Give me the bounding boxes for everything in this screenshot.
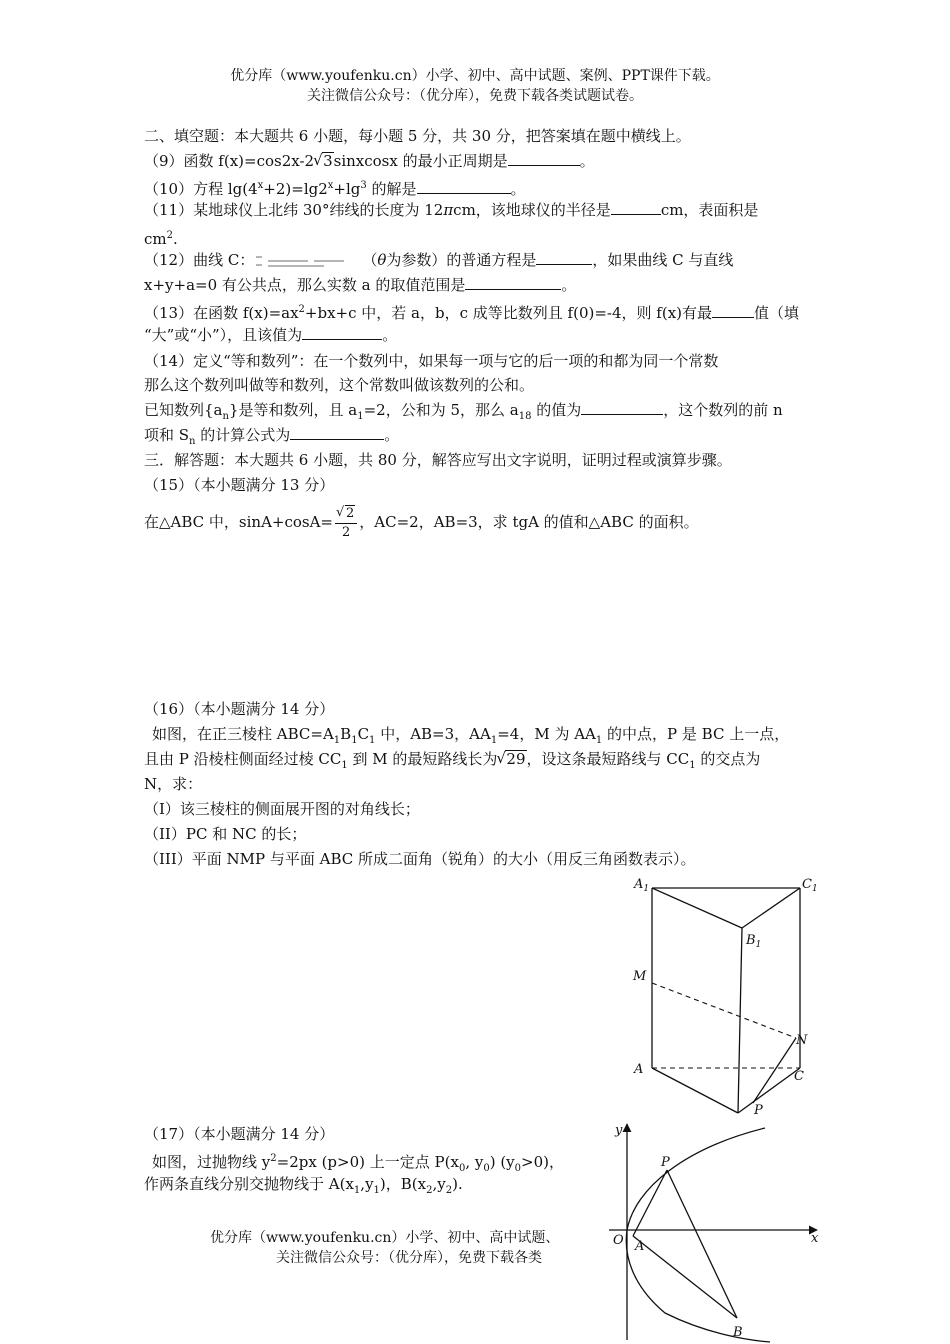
answer-blank <box>712 302 754 318</box>
sqrt-3: √ 3 <box>322 152 334 169</box>
question-16-line3: N，求： <box>144 775 203 793</box>
question-12-cont: x+y+a=0 有公共点，那么实数 a 的取值范围是 。 <box>144 276 577 294</box>
label-x: x <box>811 1231 819 1246</box>
answer-blank <box>290 424 384 440</box>
question-9: （9）函数 f(x)=cos2x-2√ 3sinxcosx 的最小正周期是 。 <box>144 150 809 172</box>
label-y: y <box>615 1123 623 1138</box>
question-14-line3: 已知数列$\{a_n\}$是等和数列，且 $a_1=2$，公和为 5，那么 $a_{18}$ 的值为 ，这个数列的前 n <box>144 401 783 422</box>
line-pb <box>667 1170 737 1318</box>
question-17-heading: （17）（本小题满分 14 分） <box>144 1125 335 1143</box>
answer-blank <box>611 199 661 215</box>
question-15-heading: （15）（本小题满分 13 分） <box>144 476 335 494</box>
label-b: B <box>733 1325 743 1340</box>
edge-bc <box>738 1068 800 1113</box>
edge-bb1 <box>738 928 742 1113</box>
page-header-line1: 优分库（www.youfenku.cn）小学、初中、高中试题、案例、PPT课件下载。 <box>230 68 720 84</box>
question-11: （11）某地球仪上北纬 30°纬线的长度为 12πcm，该地球仪的半径是 cm，表面积是 <box>144 201 759 219</box>
section2-title: 二、填空题：本大题共 6 小题，每小题 5 分，共 30 分，把答案填在题中横线上。 <box>144 127 691 145</box>
label-o: O <box>613 1233 624 1248</box>
answer-blank <box>581 399 663 415</box>
edge-ab <box>652 1068 738 1113</box>
label-n: N <box>796 1033 808 1048</box>
question-15-body: 在△ABC 中，sinA+cosA= √ $\frac{2}{2}$ ，AC=2，AB=3，求 tgA 的值和△ABC 的面积。 <box>144 502 809 542</box>
page-header-line2: 关注微信公众号：（优分库），免费下载各类试题试卷。 <box>307 88 643 104</box>
answer-blank <box>465 274 561 290</box>
edge-b1c1 <box>742 888 800 928</box>
question-11-cont: $cm^2$. <box>144 230 178 248</box>
label-a: A <box>634 1062 644 1077</box>
question-14-line2: 那么这个数列叫做等和数列，这个常数叫做该数列的公和。 <box>144 376 535 394</box>
section3-title: 三．解答题：本大题共 6 小题，共 80 分，解答应写出文字说明，证明过程或演算步骤。 <box>144 451 732 469</box>
fraction-sqrt2-over-2: √ $\frac{2}{2}$ <box>335 505 357 542</box>
path-pn <box>753 1038 796 1103</box>
sqrt-29: √ 29 <box>505 750 526 767</box>
question-14-line1: （14）定义“等和数列”：在一个数列中，如果每一项与它的后一项的和都为同一个常数 <box>144 352 719 370</box>
blurred-equation-system <box>254 254 362 268</box>
label-c1: $C_1$ <box>802 877 818 894</box>
question-16-part-iii: （III）平面 NMP 与平面 ABC 所成二面角（锐角）的大小（用反三角函数表示）。 <box>144 850 696 868</box>
question-13: （13）在函数 $f(x)=ax^2+bx+c$ 中，若 a，b，c 成等比数列且 f(0)=-4，则 f(x)有最 值（填 <box>144 304 800 322</box>
question-10: （10）方程 $\lg(4^x+2)=\lg 2^x+\lg^3$ 的解是 。 <box>144 180 526 198</box>
question-13-cont: “大”或“小”），且该值为 。 <box>144 326 398 344</box>
edge-a1b1 <box>652 888 742 928</box>
label-c: C <box>794 1069 804 1084</box>
answer-blank <box>508 150 580 166</box>
answer-blank <box>417 178 511 194</box>
label-b1: $B_1$ <box>746 933 762 950</box>
parabola-figure <box>605 1118 830 1344</box>
question-17-line1: 如图，过抛物线 $y^2=2px$ (p>0) 上一定点 $P(x_0$, $y_0$) $(y_0>0)$， <box>152 1153 564 1174</box>
question-16-part-i: （I）该三棱柱的侧面展开图的对角线长； <box>144 800 420 818</box>
question-16-heading: （16）（本小题满分 14 分） <box>144 700 335 718</box>
question-16-line2: 且由 P 沿棱柱侧面经过棱 $CC_1$ 到 M 的最短路线长为√ 29，设这条最短路线与 $CC_1$ 的交点为 <box>144 748 809 777</box>
label-p: P <box>754 1103 763 1118</box>
page-footer-line1: 优分库（www.youfenku.cn）小学、初中、高中试题、 <box>210 1230 560 1246</box>
path-mn <box>652 983 796 1038</box>
page-footer-line2: 关注微信公众号：（优分库），免费下载各类 <box>276 1250 542 1266</box>
line-ab <box>633 1236 737 1318</box>
question-12: （12）曲线 C： （θ为参数）的普通方程是 ，如果曲线 C 与直线 <box>144 251 734 269</box>
label-a: A <box>635 1239 645 1254</box>
question-14-line4: 项和 $S_n$ 的计算公式为 。 <box>144 426 400 447</box>
answer-blank <box>302 324 382 340</box>
answer-blank <box>536 249 592 265</box>
question-16-line1: 如图，在正三棱柱 $ABC=A_1B_1C_1$ 中，AB=3，$AA_1=4$，M 为 $AA_1$ 的中点，P 是 BC 上一点， <box>152 725 790 746</box>
label-p: P <box>661 1155 670 1170</box>
prism-figure <box>620 870 830 1120</box>
label-m: M <box>633 969 647 984</box>
question-16-part-ii: （II）PC 和 NC 的长； <box>144 825 307 843</box>
question-17-line2: 作两条直线分别交抛物线于 $A(x_1,y_1)$，$B(x_2,y_2)$. <box>144 1175 463 1196</box>
label-a1: $A_1$ <box>634 877 650 894</box>
